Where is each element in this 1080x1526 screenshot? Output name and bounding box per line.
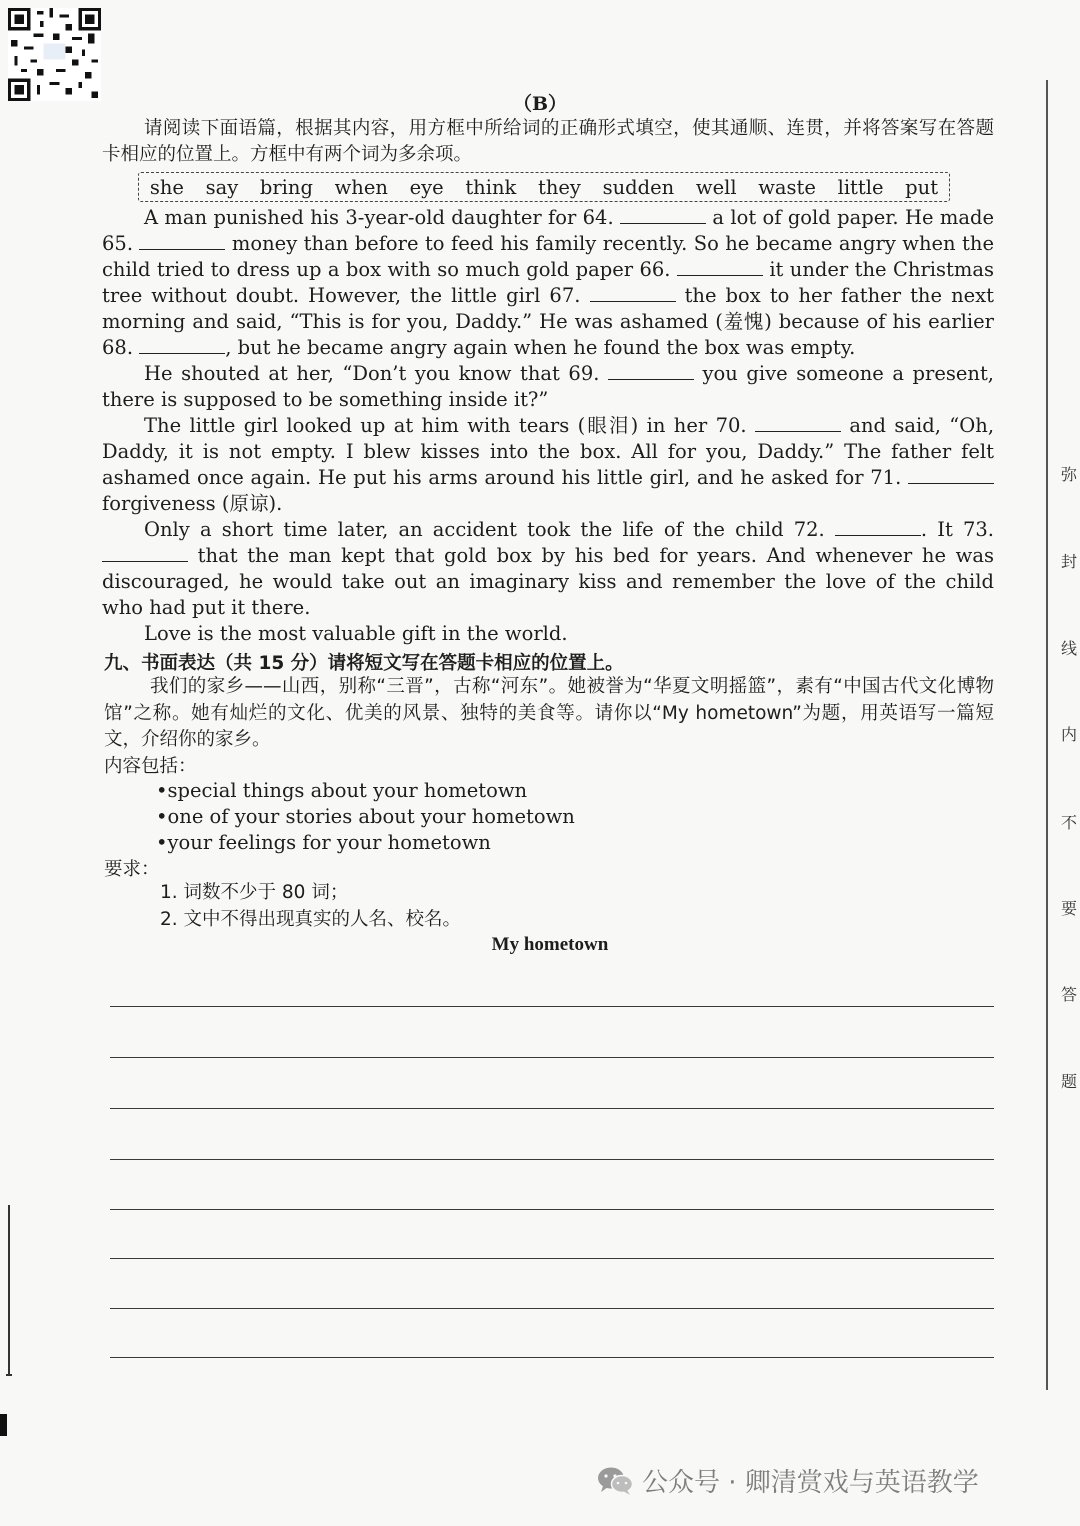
- blank-68[interactable]: [139, 336, 225, 354]
- content-point: • one of your stories about your hometown: [156, 804, 575, 830]
- blank-71[interactable]: [908, 466, 994, 484]
- word-sudden: sudden: [602, 175, 675, 199]
- section-label: （B）: [512, 93, 568, 115]
- content-points: [156, 778, 575, 856]
- wechat-icon: [596, 1466, 634, 1496]
- blank-72[interactable]: [835, 518, 921, 536]
- blank-70[interactable]: [755, 414, 841, 432]
- word-bring: bring: [259, 175, 313, 199]
- word-put: put: [905, 175, 939, 199]
- word-well: well: [695, 175, 737, 199]
- content-point: • special things about your hometown: [156, 778, 575, 804]
- essay-title: My hometown: [491, 934, 609, 955]
- passage: [102, 205, 994, 647]
- writing-task: 我们的家乡——山西，别称“三晋”，古称“河东”。她被誉为“华夏文明摇篮”，素有“中国古代文化博物馆”之称。她有灿烂的文化、优美的风景、独特的美食等。请你以“My hometown”为题，用英语写一篇短文，介绍你的家乡。: [104, 676, 994, 750]
- edge-mark: [0, 1414, 7, 1436]
- paragraph-1: A man punished his 3-year-old daughter for 64. a lot of gold paper. He made 65. money than before to feed his family recently. So he became angry when the child tried to dress up a box with so much gold paper 66. it under the Christmas tree without doubt. However, the little girl 67. the box to her father the next morning and said, “This is for you, Daddy.” He was ashamed (羞愧) because of his earlier 68. , but he became angry again when he found the box was empty.: [102, 206, 995, 359]
- seal-char: 弥: [1060, 465, 1077, 484]
- word-when: when: [334, 175, 388, 199]
- qr-code: [8, 8, 101, 101]
- paragraph-3: The little girl looked up at him with tears (眼泪) in her 70. and said, “Oh, Daddy, it is not empty. I blew kisses into the box. All for you, Daddy.” The father felt ashamed once again. He put his arms around his little girl, and he asked for 71. forgiveness (原谅).: [102, 414, 995, 515]
- seal-char: 不: [1060, 813, 1077, 832]
- requirement-item: 1. 词数不少于 80 词；: [160, 882, 349, 903]
- word-eye: eye: [409, 175, 444, 199]
- instructions: [102, 116, 994, 168]
- word-waste: waste: [758, 175, 816, 199]
- seal-char: 题: [1060, 1072, 1077, 1091]
- paragraph-5: Love is the most valuable gift in the world.: [144, 622, 568, 645]
- writing-line[interactable]: [110, 1209, 994, 1210]
- writing-line[interactable]: [110, 1006, 994, 1007]
- content-point: • your feelings for your hometown: [156, 830, 575, 856]
- writing-line[interactable]: [110, 1108, 994, 1109]
- word-box: [138, 172, 950, 202]
- footer-watermark: [596, 1462, 979, 1499]
- requirements: [160, 880, 461, 933]
- word-think: think: [465, 175, 517, 199]
- word-little: little: [837, 175, 884, 199]
- word-she: she: [149, 175, 184, 199]
- footer-account: 公众号 · 卿清赏戏与英语教学: [642, 1468, 979, 1498]
- seal-char: 封: [1060, 552, 1077, 571]
- writing-line[interactable]: [110, 1159, 994, 1160]
- blank-67[interactable]: [590, 284, 676, 302]
- content-label: 内容包括：: [104, 756, 197, 777]
- word-they: they: [538, 175, 581, 199]
- seal-char: 线: [1060, 639, 1077, 658]
- seal-line: [1046, 80, 1048, 1390]
- requirements-label: 要求：: [104, 859, 160, 880]
- blank-65[interactable]: [139, 232, 225, 250]
- paragraph-2: He shouted at her, “Don’t you know that 69. you give someone a present, there is supposed to be something inside it?”: [102, 362, 994, 411]
- writing-heading: 九、书面表达（共 15 分）请将短文写在答题卡相应的位置上。: [104, 653, 624, 674]
- writing-line[interactable]: [110, 1308, 994, 1309]
- binding-line-foot: [6, 1374, 12, 1376]
- paragraph-4: Only a short time later, an accident took the life of the child 72. . It 73. that the man kept that gold box by his bed for years. And whenever he was discouraged, he would take out an imaginary kiss and remember the love of the child who had put it there.: [102, 518, 994, 619]
- seal-char: 内: [1060, 725, 1077, 744]
- seal-char: 答: [1060, 985, 1077, 1004]
- binding-line: [8, 1205, 10, 1375]
- writing-line[interactable]: [110, 1057, 994, 1058]
- requirement-item: 2. 文中不得出现真实的人名、校名。: [160, 908, 462, 930]
- writing-line[interactable]: [110, 1357, 994, 1358]
- writing-line[interactable]: [110, 1258, 994, 1259]
- word-say: say: [205, 175, 239, 199]
- blank-73[interactable]: [102, 544, 188, 562]
- blank-64[interactable]: [620, 206, 706, 224]
- blank-69[interactable]: [608, 362, 694, 380]
- seal-char: 要: [1060, 899, 1077, 918]
- instructions-text: 请阅读下面语篇，根据其内容，用方框中所给词的正确形式填空，使其通顺、连贯，并将答案写在答题卡相应的位置上。方框中有两个词为多余项。: [102, 118, 994, 165]
- blank-66[interactable]: [677, 258, 763, 276]
